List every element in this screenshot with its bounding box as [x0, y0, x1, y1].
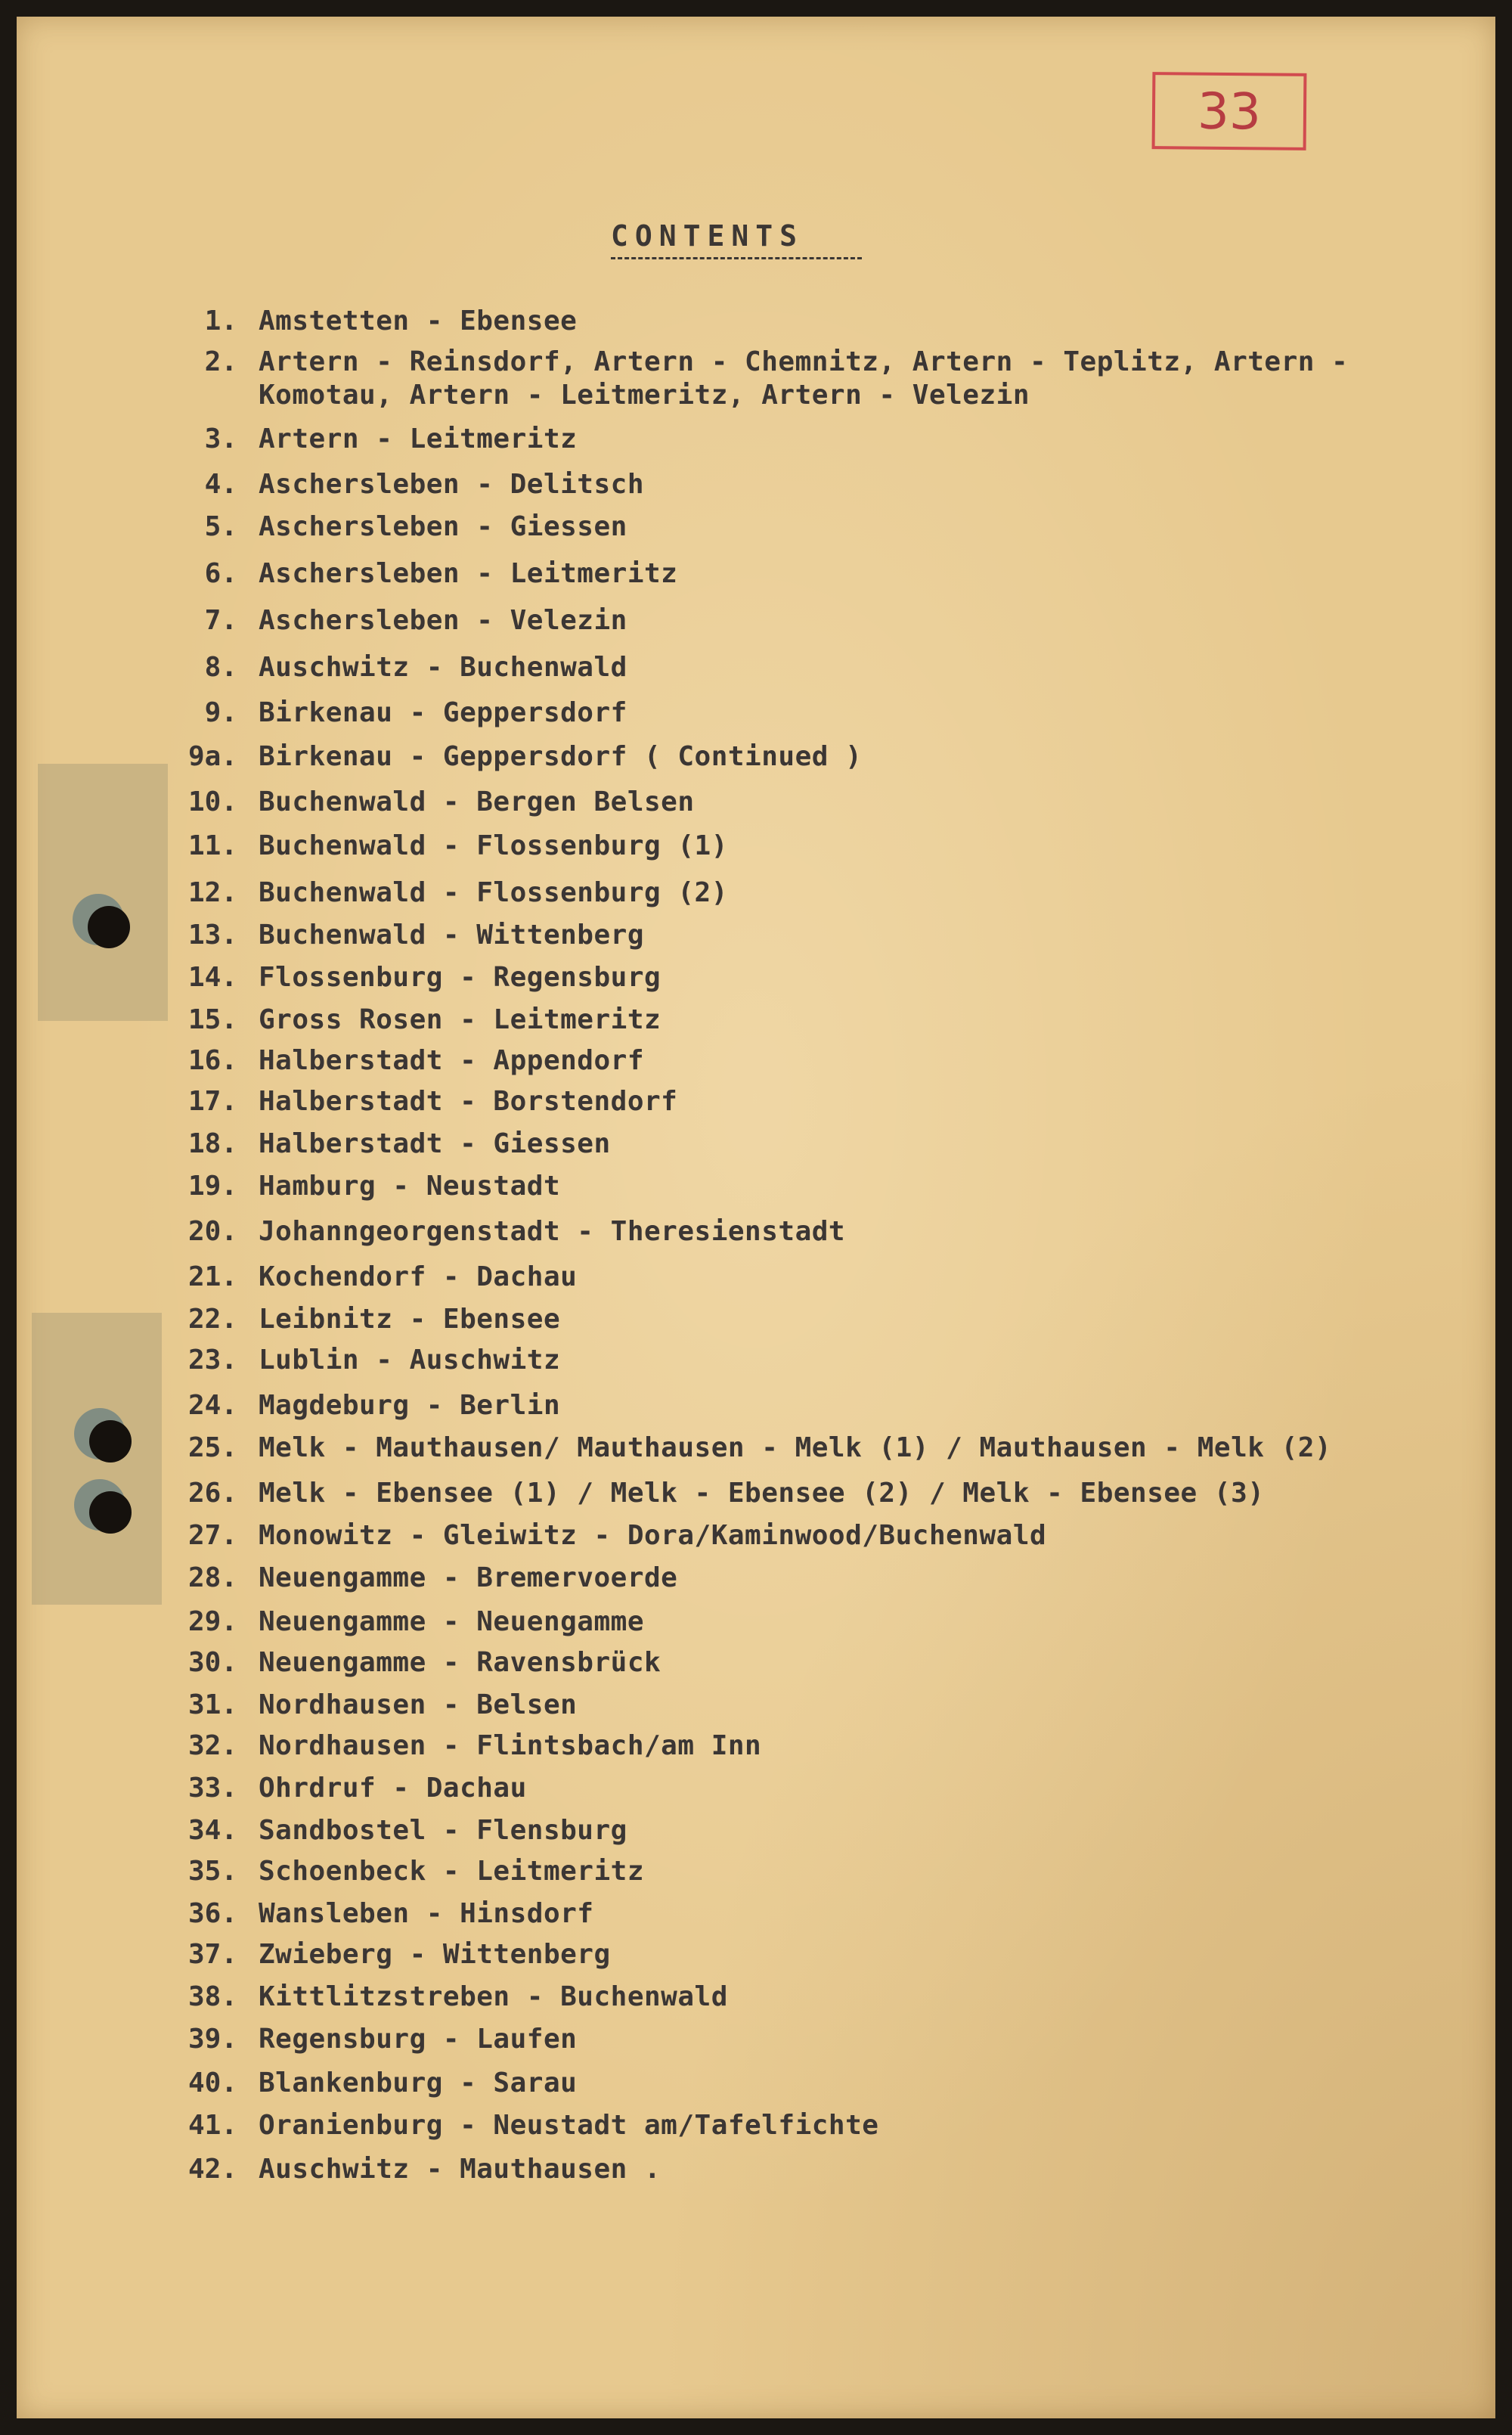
toc-entry-number: 36.: [187, 1898, 237, 1929]
toc-entry-text: Melk - Mauthausen/ Mauthausen - Melk (1) / Mauthausen - Melk (2): [259, 1432, 1332, 1463]
toc-entry: [17, 558, 1495, 597]
toc-entry-text: Neuengamme - Bremervoerde: [259, 1562, 678, 1593]
toc-entry-number: 9.: [204, 697, 237, 728]
toc-entry-text: Magdeburg - Berlin: [259, 1390, 561, 1421]
toc-entry-text: Auschwitz - Mauthausen .: [259, 2154, 662, 2185]
toc-entry-number: 20.: [187, 1216, 237, 1247]
toc-entry-text: Aschersleben - Leitmeritz: [259, 558, 678, 589]
toc-entry-text: Halberstadt - Giessen: [259, 1128, 611, 1159]
toc-entry-text: Auschwitz - Buchenwald: [259, 652, 627, 683]
toc-entry-number: 21.: [187, 1261, 237, 1292]
toc-entry-number: 25.: [187, 1432, 237, 1463]
toc-entry-text: Nordhausen - Belsen: [259, 1689, 578, 1720]
toc-entry-text: Leibnitz - Ebensee: [259, 1304, 561, 1335]
toc-entry-text: Hamburg - Neustadt: [259, 1171, 561, 1202]
toc-entry-text: Schoenbeck - Leitmeritz: [259, 1856, 644, 1887]
toc-entry-text: Blankenburg - Sarau: [259, 2067, 578, 2098]
toc-entry-number: 7.: [204, 605, 237, 636]
toc-entry-number: 29.: [187, 1606, 237, 1637]
toc-entry-text: Halberstadt - Appendorf: [259, 1045, 644, 1076]
toc-entry-number: 5.: [204, 511, 237, 542]
toc-entry: [17, 1898, 1495, 1937]
toc-entry: [17, 1004, 1495, 1044]
toc-entry: [17, 1128, 1495, 1168]
toc-entry-text: Flossenburg - Regensburg: [259, 962, 662, 993]
toc-entry-number: 14.: [187, 962, 237, 993]
toc-entry: [17, 1689, 1495, 1729]
toc-entry-text: Melk - Ebensee (1) / Melk - Ebensee (2) / Melk - Ebensee (3): [259, 1478, 1265, 1509]
toc-entry: [17, 1045, 1495, 1084]
toc-entry: [17, 2154, 1495, 2193]
toc-entry-text: Aschersleben - Giessen: [259, 511, 627, 542]
toc-entry: [17, 1981, 1495, 2021]
toc-entry: [17, 1606, 1495, 1646]
toc-entry-text: Buchenwald - Wittenberg: [259, 920, 644, 951]
toc-entry-text: Neuengamme - Ravensbrück: [259, 1647, 662, 1678]
toc-entry-number: 35.: [187, 1856, 237, 1887]
toc-entry: [17, 697, 1495, 737]
toc-entry-text: Nordhausen - Flintsbach/am Inn: [259, 1730, 762, 1761]
toc-entry: [17, 1856, 1495, 1895]
toc-entry: [17, 1562, 1495, 1602]
page-number-stamp: 33: [1152, 72, 1307, 150]
toc-entry: [17, 1345, 1495, 1384]
toc-entry: [17, 2110, 1495, 2149]
toc-entry: [17, 1086, 1495, 1125]
toc-entry-text: Gross Rosen - Leitmeritz: [259, 1004, 662, 1035]
toc-entry-number: 38.: [187, 1981, 237, 2012]
toc-entry-text: Sandbostel - Flensburg: [259, 1815, 627, 1846]
toc-entry-number: 1.: [204, 306, 237, 337]
toc-entry-text: Birkenau - Geppersdorf ( Continued ): [259, 741, 863, 772]
toc-entry-text: Buchenwald - Flossenburg (2): [259, 877, 728, 908]
toc-entry-number: 42.: [187, 2154, 237, 2185]
toc-entry-number: 13.: [187, 920, 237, 951]
toc-entry-number: 8.: [204, 652, 237, 683]
toc-entry-number: 33.: [187, 1773, 237, 1804]
toc-entry: [17, 469, 1495, 508]
toc-entry: [17, 1730, 1495, 1770]
toc-entry: [17, 1171, 1495, 1210]
toc-entry-number: 40.: [187, 2067, 237, 2098]
toc-entry-number: 15.: [187, 1004, 237, 1035]
toc-entry-text: Komotau, Artern - Leitmeritz, Artern - Velezin: [259, 380, 1030, 411]
toc-entry: [17, 511, 1495, 551]
toc-entry: [17, 877, 1495, 917]
toc-entry-number: 34.: [187, 1815, 237, 1846]
toc-entry-number: 19.: [187, 1171, 237, 1202]
toc-entry-text: Artern - Leitmeritz: [259, 423, 578, 454]
toc-entry: [17, 1390, 1495, 1429]
toc-entry: [17, 1216, 1495, 1255]
toc-entry: [17, 786, 1495, 826]
toc-entry-text: Lublin - Auschwitz: [259, 1345, 561, 1376]
contents-list: [17, 17, 1495, 2418]
toc-entry-number: 27.: [187, 1520, 237, 1551]
toc-entry: [17, 380, 1495, 419]
toc-entry-text: Aschersleben - Delitsch: [259, 469, 644, 500]
toc-entry-number: 31.: [187, 1689, 237, 1720]
toc-entry-number: 32.: [187, 1730, 237, 1761]
toc-entry: [17, 2067, 1495, 2107]
toc-entry-text: Birkenau - Geppersdorf: [259, 697, 627, 728]
toc-entry-number: 6.: [204, 558, 237, 589]
toc-entry-number: 2.: [204, 346, 237, 377]
toc-entry-text: Aschersleben - Velezin: [259, 605, 627, 636]
toc-entry-text: Kittlitzstreben - Buchenwald: [259, 1981, 728, 2012]
toc-entry-text: Amstetten - Ebensee: [259, 306, 578, 337]
toc-entry-text: Buchenwald - Bergen Belsen: [259, 786, 695, 817]
toc-entry: [17, 306, 1495, 345]
toc-entry: [17, 962, 1495, 1001]
toc-entry-number: 16.: [187, 1045, 237, 1076]
toc-entry-number: 4.: [204, 469, 237, 500]
toc-entry: [17, 2024, 1495, 2063]
toc-entry-number: 10.: [187, 786, 237, 817]
toc-entry-number: 3.: [204, 423, 237, 454]
page-title: CONTENTS: [611, 219, 804, 253]
toc-entry: [17, 1815, 1495, 1854]
toc-entry-text: Artern - Reinsdorf, Artern - Chemnitz, Artern - Teplitz, Artern -: [259, 346, 1349, 377]
toc-entry-text: Zwieberg - Wittenberg: [259, 1939, 611, 1970]
toc-entry: [17, 1773, 1495, 1812]
toc-entry-text: Regensburg - Laufen: [259, 2024, 578, 2055]
toc-entry-number: 9a.: [187, 741, 237, 772]
toc-entry: [17, 1939, 1495, 1978]
toc-entry-text: Ohrdruf - Dachau: [259, 1773, 527, 1804]
toc-entry-number: 11.: [187, 830, 237, 861]
toc-entry: [17, 605, 1495, 644]
toc-entry-number: 18.: [187, 1128, 237, 1159]
toc-entry-text: Monowitz - Gleiwitz - Dora/Kaminwood/Buchenwald: [259, 1520, 1047, 1551]
toc-entry: [17, 830, 1495, 870]
toc-entry: [17, 1478, 1495, 1517]
toc-entry-number: 22.: [187, 1304, 237, 1335]
toc-entry-text: Halberstadt - Borstendorf: [259, 1086, 678, 1117]
toc-entry: [17, 652, 1495, 691]
toc-entry-number: 39.: [187, 2024, 237, 2055]
toc-entry: [17, 1647, 1495, 1686]
toc-entry-number: 30.: [187, 1647, 237, 1678]
toc-entry: [17, 920, 1495, 959]
toc-entry: [17, 423, 1495, 463]
toc-entry-text: Wansleben - Hinsdorf: [259, 1898, 594, 1929]
toc-entry-number: 41.: [187, 2110, 237, 2141]
toc-entry-number: 24.: [187, 1390, 237, 1421]
toc-entry-number: 26.: [187, 1478, 237, 1509]
toc-entry: [17, 1261, 1495, 1301]
document-page: [17, 17, 1495, 2418]
toc-entry: [17, 1304, 1495, 1343]
toc-entry-text: Johanngeorgenstadt - Theresienstadt: [259, 1216, 846, 1247]
toc-entry-text: Buchenwald - Flossenburg (1): [259, 830, 728, 861]
toc-entry: [17, 1520, 1495, 1559]
toc-entry-number: 12.: [187, 877, 237, 908]
toc-entry-number: 37.: [187, 1939, 237, 1970]
toc-entry-number: 28.: [187, 1562, 237, 1593]
toc-entry-text: Oranienburg - Neustadt am/Tafelfichte: [259, 2110, 879, 2141]
toc-entry-text: Neuengamme - Neuengamme: [259, 1606, 644, 1637]
toc-entry: [17, 1432, 1495, 1472]
toc-entry: [17, 741, 1495, 780]
toc-entry-text: Kochendorf - Dachau: [259, 1261, 578, 1292]
toc-entry-number: 23.: [187, 1345, 237, 1376]
toc-entry-number: 17.: [187, 1086, 237, 1117]
